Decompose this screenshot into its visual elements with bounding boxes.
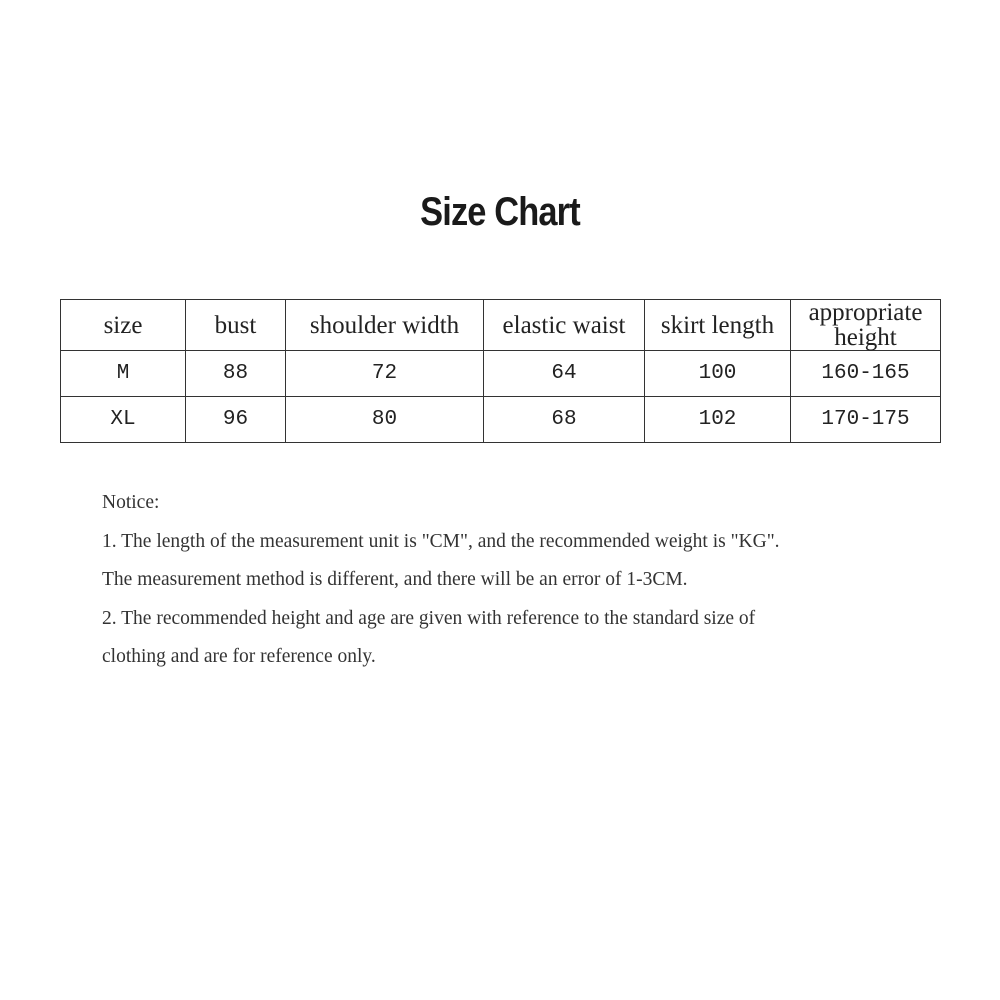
header-shoulder-width: shoulder width (286, 300, 484, 351)
header-bust: bust (186, 300, 286, 351)
table-cell: 96 (186, 397, 286, 443)
header-size: size (61, 300, 186, 351)
notice-section (102, 488, 962, 681)
table-cell: 80 (286, 397, 484, 443)
notice-heading: Notice: (102, 492, 160, 513)
table-header-row (61, 300, 941, 351)
table-cell: 64 (484, 351, 645, 397)
table-row (61, 397, 941, 443)
table-cell: 88 (186, 351, 286, 397)
table-cell: 68 (484, 397, 645, 443)
header-appropriate-height: appropriate height (791, 300, 941, 351)
table-cell: 170-175 (791, 397, 941, 443)
notice-line: The measurement method is different, and there will be an error of 1-3CM. (102, 569, 688, 590)
page-title: Size Chart (420, 190, 580, 234)
table-cell: 160-165 (791, 351, 941, 397)
notice-line: clothing and are for reference only. (102, 646, 376, 667)
table-cell: M (61, 351, 186, 397)
notice-line: 1. The length of the measurement unit is "CM", and the recommended weight is "KG". (102, 530, 780, 552)
header-elastic-waist: elastic waist (484, 300, 645, 351)
table-row (61, 351, 941, 397)
size-chart-table (60, 299, 941, 443)
table-cell: 100 (645, 351, 791, 397)
header-skirt-length: skirt length (645, 300, 791, 351)
table-cell: 102 (645, 397, 791, 443)
table-cell: 72 (286, 351, 484, 397)
table-cell: XL (61, 397, 186, 443)
notice-line: 2. The recommended height and age are given with reference to the standard size of (102, 607, 756, 629)
